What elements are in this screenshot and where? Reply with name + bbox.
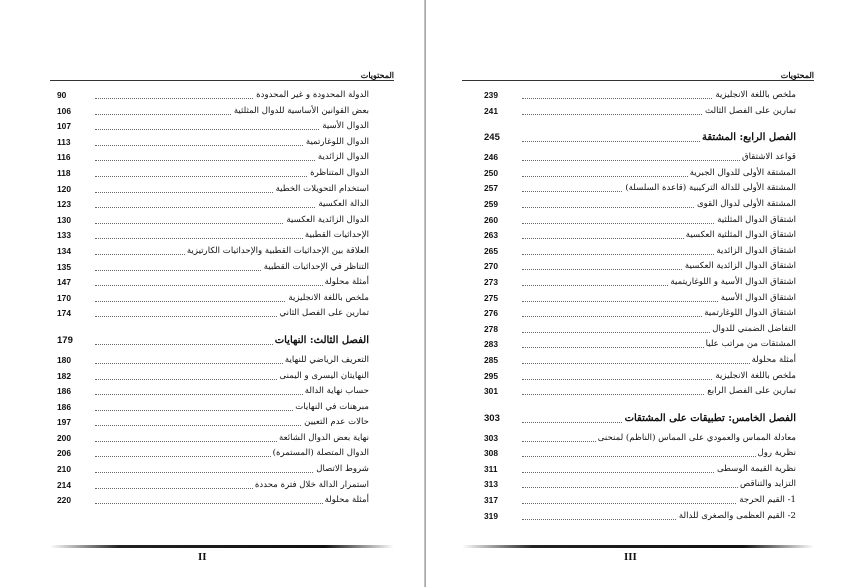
chapter-title: الفصل الرابع: المشتقة	[700, 129, 796, 147]
entry-title: المشتقة الأولى لدوال القوى	[695, 197, 796, 213]
entry-page-number: 246	[484, 152, 498, 163]
toc-row[interactable]	[484, 446, 796, 462]
entry-title: استمرار الدالة خلال فترة محددة	[253, 478, 369, 494]
page-header-title: المحتويات	[360, 70, 394, 80]
toc-row[interactable]	[484, 477, 796, 493]
entry-title: أمثلة محلولة	[750, 353, 796, 369]
entry-title: نظرية رول	[756, 446, 796, 462]
entry-page-number: 106	[57, 105, 71, 116]
entry-page-number: 186	[57, 401, 71, 412]
entry-title: التزايد والتناقص	[738, 477, 796, 493]
entry-title: الدالة العكسية	[316, 197, 369, 213]
entry-page-number: 210	[57, 464, 71, 475]
entry-page-number: 270	[484, 261, 498, 272]
entry-page-number: 283	[484, 339, 498, 350]
entry-title: تمارين على الفصل الثالث	[703, 104, 796, 120]
toc-row[interactable]	[57, 182, 369, 198]
toc-row[interactable]	[484, 384, 796, 400]
entry-page-number: 120	[57, 183, 71, 194]
entry-title: تمارين على الفصل الرابع	[705, 384, 796, 400]
entry-page-number: 179	[57, 334, 73, 346]
entry-page-number: 301	[484, 386, 498, 397]
toc-row[interactable]	[484, 509, 796, 525]
entry-page-number: 170	[57, 292, 71, 303]
entry-title: اشتقاق الدوال الزائدية العكسية	[683, 259, 796, 275]
entry-page-number: 245	[484, 132, 500, 144]
entry-title: قواعد الاشتقاق	[740, 150, 796, 166]
toc-row[interactable]	[57, 228, 369, 244]
entry-page-number: 135	[57, 261, 71, 272]
toc-row[interactable]	[57, 353, 369, 369]
toc-row[interactable]	[484, 462, 796, 478]
entry-title: الدوال الزائدية العكسية	[284, 213, 369, 229]
entry-title: اشتقاق الدوال المثلثية	[715, 213, 796, 229]
entry-title: ملخص باللغة الانجليزية	[286, 291, 369, 307]
entry-page-number: 275	[484, 292, 498, 303]
entry-title: الدوال الزائدية	[316, 150, 369, 166]
toc-row[interactable]	[484, 306, 796, 322]
entry-page-number: 90	[57, 90, 67, 100]
entry-page-number: 180	[57, 354, 71, 365]
entry-page-number: 265	[484, 245, 498, 256]
toc-row[interactable]	[484, 181, 796, 197]
entry-page-number: 118	[57, 167, 71, 178]
header-rule	[462, 80, 814, 81]
toc-row[interactable]	[57, 119, 369, 135]
toc-row[interactable]	[484, 244, 796, 260]
footer-rule	[462, 545, 814, 548]
entry-title: 1- القيم الحرجة	[737, 493, 796, 509]
toc-row[interactable]	[484, 353, 796, 369]
entry-title: المشتقة الأولى للدالة التركيبية (قاعدة السلسلة)	[623, 181, 796, 197]
toc-row[interactable]	[484, 493, 796, 509]
entry-page-number: 182	[57, 370, 71, 381]
toc-chapter-row[interactable]	[484, 410, 796, 428]
toc-row[interactable]	[57, 260, 369, 276]
entry-title: أمثلة محلولة	[323, 493, 369, 509]
toc-row[interactable]	[57, 384, 369, 400]
entry-title: حالات عدم التعيين	[302, 415, 369, 431]
entry-page-number: 220	[57, 495, 71, 506]
entry-page-number: 311	[484, 463, 498, 474]
entry-page-number: 295	[484, 370, 498, 381]
toc-row[interactable]	[484, 166, 796, 182]
entry-page-number: 303	[484, 412, 500, 424]
toc-row[interactable]	[57, 213, 369, 229]
entry-page-number: 116	[57, 152, 71, 163]
right-page	[426, 0, 850, 587]
entry-page-number: 313	[484, 479, 498, 490]
header-rule	[50, 80, 394, 81]
toc-row[interactable]	[57, 197, 369, 213]
toc-row[interactable]	[484, 322, 796, 338]
entry-title: الدوال الأسية	[320, 119, 369, 135]
entry-page-number: 276	[484, 308, 498, 319]
page-number: II	[198, 551, 207, 563]
left-page	[0, 0, 424, 587]
toc-row[interactable]	[57, 478, 369, 494]
entry-page-number: 308	[484, 448, 498, 459]
entry-page-number: 241	[484, 105, 498, 116]
entry-title: حساب نهاية الدالة	[303, 384, 369, 400]
toc-row[interactable]	[57, 369, 369, 385]
entry-title: المشتقة الأولى للدوال الجبرية	[688, 166, 796, 182]
toc-row[interactable]	[57, 150, 369, 166]
entry-title: المشتقات من مراتب عليا	[704, 337, 796, 353]
entry-page-number: 250	[484, 167, 498, 178]
entry-title: اشتقاق الدوال الزائدية	[714, 244, 796, 260]
toc-row[interactable]	[484, 431, 796, 447]
toc-row[interactable]	[57, 244, 369, 260]
entry-page-number: 130	[57, 214, 71, 225]
entry-page-number: 206	[57, 448, 71, 459]
toc-row[interactable]	[57, 88, 369, 104]
footer-rule	[50, 545, 394, 548]
entry-title: ملخص باللغة الانجليزية	[713, 88, 796, 104]
entry-page-number: 257	[484, 183, 498, 194]
entry-page-number: 113	[57, 136, 71, 147]
entry-page-number: 186	[57, 386, 71, 397]
toc-row[interactable]	[57, 166, 369, 182]
entry-title: اشتقاق الدوال اللوغارتمية	[702, 306, 796, 322]
entry-page-number: 317	[484, 495, 498, 506]
entry-title: العلاقة بين الإحداثيات القطبية والإحداثيات الكارتيزية	[185, 244, 369, 260]
toc-row[interactable]	[57, 446, 369, 462]
toc-row[interactable]	[57, 306, 369, 322]
entry-title: نهاية بعض الدوال الشائعة	[277, 431, 369, 447]
toc-row[interactable]	[484, 369, 796, 385]
toc-list	[57, 88, 369, 509]
toc-list	[484, 88, 796, 524]
page-header-title: المحتويات	[780, 70, 814, 80]
entry-page-number: 319	[484, 510, 498, 521]
chapter-title: الفصل الخامس: تطبيقات على المشتقات	[623, 410, 796, 428]
entry-page-number: 303	[484, 432, 498, 443]
entry-title: الدوال المتناظرة	[308, 166, 369, 182]
entry-page-number: 174	[57, 308, 71, 319]
entry-title: الإحداثيات القطبية	[303, 228, 369, 244]
entry-title: شروط الاتصال	[314, 462, 369, 478]
entry-page-number: 147	[57, 277, 71, 288]
entry-title: التفاضل الضمني للدوال	[710, 322, 796, 338]
entry-title: اشتقاق الدوال الأسية	[719, 291, 796, 307]
entry-page-number: 263	[484, 230, 498, 241]
entry-page-number: 285	[484, 354, 498, 365]
toc-row[interactable]	[484, 150, 796, 166]
entry-page-number: 239	[484, 90, 498, 100]
toc-row[interactable]	[57, 104, 369, 120]
toc-row[interactable]	[484, 291, 796, 307]
toc-row[interactable]	[57, 275, 369, 291]
entry-title: الدوال اللوغارتمية	[304, 135, 369, 151]
entry-title: تمارين على الفصل الثاني	[278, 306, 369, 322]
chapter-title: الفصل الثالث: النهايات	[273, 332, 369, 350]
toc-chapter-row[interactable]	[484, 129, 796, 147]
entry-page-number: 260	[484, 214, 498, 225]
entry-page-number: 200	[57, 432, 71, 443]
entry-page-number: 259	[484, 198, 498, 209]
entry-page-number: 214	[57, 479, 71, 490]
toc-row[interactable]	[484, 228, 796, 244]
entry-page-number: 107	[57, 121, 71, 132]
dot-leader	[522, 456, 790, 457]
entry-page-number: 133	[57, 230, 71, 241]
toc-row[interactable]	[484, 88, 796, 104]
entry-title: بعض القوانين الأساسية للدوال المثلثية	[232, 104, 369, 120]
entry-title: معادلة المماس والعمودي على المماس (الناظم) لمنحنى	[596, 431, 796, 447]
entry-page-number: 197	[57, 417, 71, 428]
entry-title: اشتقاق الدوال المثلثية العكسية	[684, 228, 796, 244]
toc-row[interactable]	[484, 275, 796, 291]
entry-page-number: 273	[484, 276, 498, 287]
entry-title: نظرية القيمة الوسطى	[715, 462, 796, 478]
toc-row[interactable]	[57, 135, 369, 151]
toc-row[interactable]	[484, 197, 796, 213]
toc-chapter-row[interactable]	[57, 332, 369, 350]
toc-row[interactable]	[57, 415, 369, 431]
entry-title: الدولة المحدودة و غير المحدودة	[254, 88, 369, 104]
entry-title: التناظر في الإحداثيات القطبية	[262, 260, 369, 276]
entry-title: التعريف الرياضي للنهاية	[283, 353, 369, 369]
entry-title: اشتقاق الدوال الأسية و اللوغاريتمية	[668, 275, 796, 291]
page-number: III	[624, 551, 637, 563]
toc-row[interactable]	[484, 213, 796, 229]
entry-title: مبرهنات في النهايات	[293, 400, 369, 416]
toc-row[interactable]	[57, 493, 369, 509]
toc-row[interactable]	[484, 337, 796, 353]
entry-title: 2- القيم العظمى والصغرى للدالة	[677, 509, 796, 525]
entry-title: الدوال المتصلة (المستمرة)	[271, 446, 369, 462]
entry-title: أمثلة محلولة	[323, 275, 369, 291]
toc-row[interactable]	[484, 104, 796, 120]
toc-row[interactable]	[57, 291, 369, 307]
entry-title: النهايتان اليسرى و اليمنى	[278, 369, 370, 385]
entry-page-number: 123	[57, 199, 71, 210]
entry-title: استخدام التحويلات الخطية	[274, 182, 369, 198]
toc-row[interactable]	[57, 431, 369, 447]
toc-row[interactable]	[484, 259, 796, 275]
toc-row[interactable]	[57, 400, 369, 416]
entry-page-number: 278	[484, 323, 498, 334]
toc-row[interactable]	[57, 462, 369, 478]
entry-page-number: 134	[57, 245, 71, 256]
entry-title: ملخص باللغة الانجليزية	[713, 369, 796, 385]
